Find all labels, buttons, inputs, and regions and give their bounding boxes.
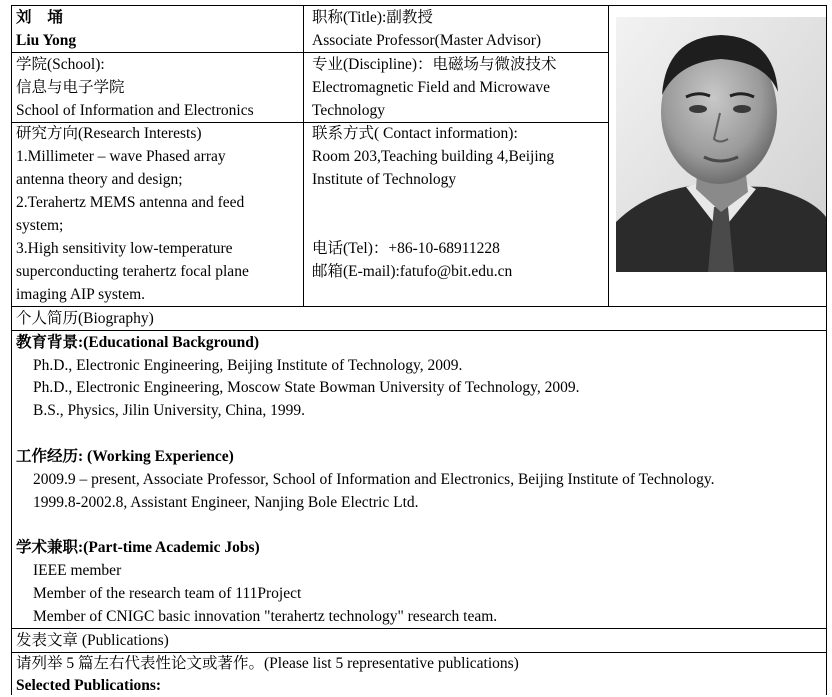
portrait-photo <box>616 17 826 272</box>
research-line: 3.High sensitivity low-temperature <box>16 240 233 257</box>
email: 邮箱(E-mail):fatufo@bit.edu.cn <box>312 263 513 280</box>
discipline-label: 专业(Discipline)：电磁场与微波技术 <box>312 56 557 73</box>
research-line: 2.Terahertz MEMS antenna and feed <box>16 194 245 211</box>
table-border-left <box>11 5 12 695</box>
work-line: 2009.9 – present, Associate Professor, School of Information and Electronics, Beijing Institute of Technology. <box>33 471 715 488</box>
column-divider-1 <box>303 5 304 306</box>
column-divider-2 <box>608 5 609 306</box>
publications-header: 发表文章 (Publications) <box>16 632 169 649</box>
phone: 电话(Tel)：+86-10-68911228 <box>312 240 500 257</box>
education-line: B.S., Physics, Jilin University, China, 1999. <box>33 402 305 419</box>
contact-line: Room 203,Teaching building 4,Beijing <box>312 148 555 165</box>
jobs-line: IEEE member <box>33 562 122 579</box>
name-en: Liu Yong <box>16 32 77 49</box>
education-line: Ph.D., Electronic Engineering, Beijing Institute of Technology, 2009. <box>33 357 463 374</box>
jobs-line: Member of CNIGC basic innovation "terahertz technology" research team. <box>33 608 498 625</box>
contact-line: Institute of Technology <box>312 171 457 188</box>
research-line: superconducting terahertz focal plane <box>16 263 249 280</box>
research-line: 1.Millimeter – wave Phased array <box>16 148 226 165</box>
research-label: 研究方向(Research Interests) <box>16 125 202 142</box>
biography-header: 个人简历(Biography) <box>16 310 154 327</box>
work-line: 1999.8-2002.8, Assistant Engineer, Nanjing Bole Electric Ltd. <box>33 494 419 511</box>
education-line: Ph.D., Electronic Engineering, Moscow State Bowman University of Technology, 2009. <box>33 379 580 396</box>
publications-instruction: 请列举 5 篇左右代表性论文或著作。(Please list 5 representative publications) <box>16 655 519 672</box>
discipline-en-1: Electromagnetic Field and Microwave <box>312 79 551 96</box>
title-value: Associate Professor(Master Advisor) <box>312 32 542 49</box>
contact-label: 联系方式( Contact information): <box>312 125 518 142</box>
education-heading: 教育背景:(Educational Background) <box>16 334 260 351</box>
jobs-line: Member of the research team of 111Project <box>33 585 302 602</box>
portrait-illustration <box>616 17 826 272</box>
discipline-en-2: Technology <box>312 102 385 119</box>
name-cn: 刘 埇 <box>16 9 69 26</box>
title-label: 职称(Title):副教授 <box>312 9 433 26</box>
selected-publications-heading: Selected Publications: <box>16 677 162 694</box>
school-en: School of Information and Electronics <box>16 102 254 119</box>
table-border-right <box>826 5 827 695</box>
jobs-heading: 学术兼职:(Part-time Academic Jobs) <box>16 539 260 556</box>
work-heading: 工作经历: (Working Experience) <box>16 448 234 465</box>
school-label: 学院(School): <box>16 56 105 73</box>
research-line: imaging AIP system. <box>16 286 146 303</box>
research-line: system; <box>16 217 64 234</box>
school-cn: 信息与电子学院 <box>16 79 125 96</box>
research-line: antenna theory and design; <box>16 171 183 188</box>
